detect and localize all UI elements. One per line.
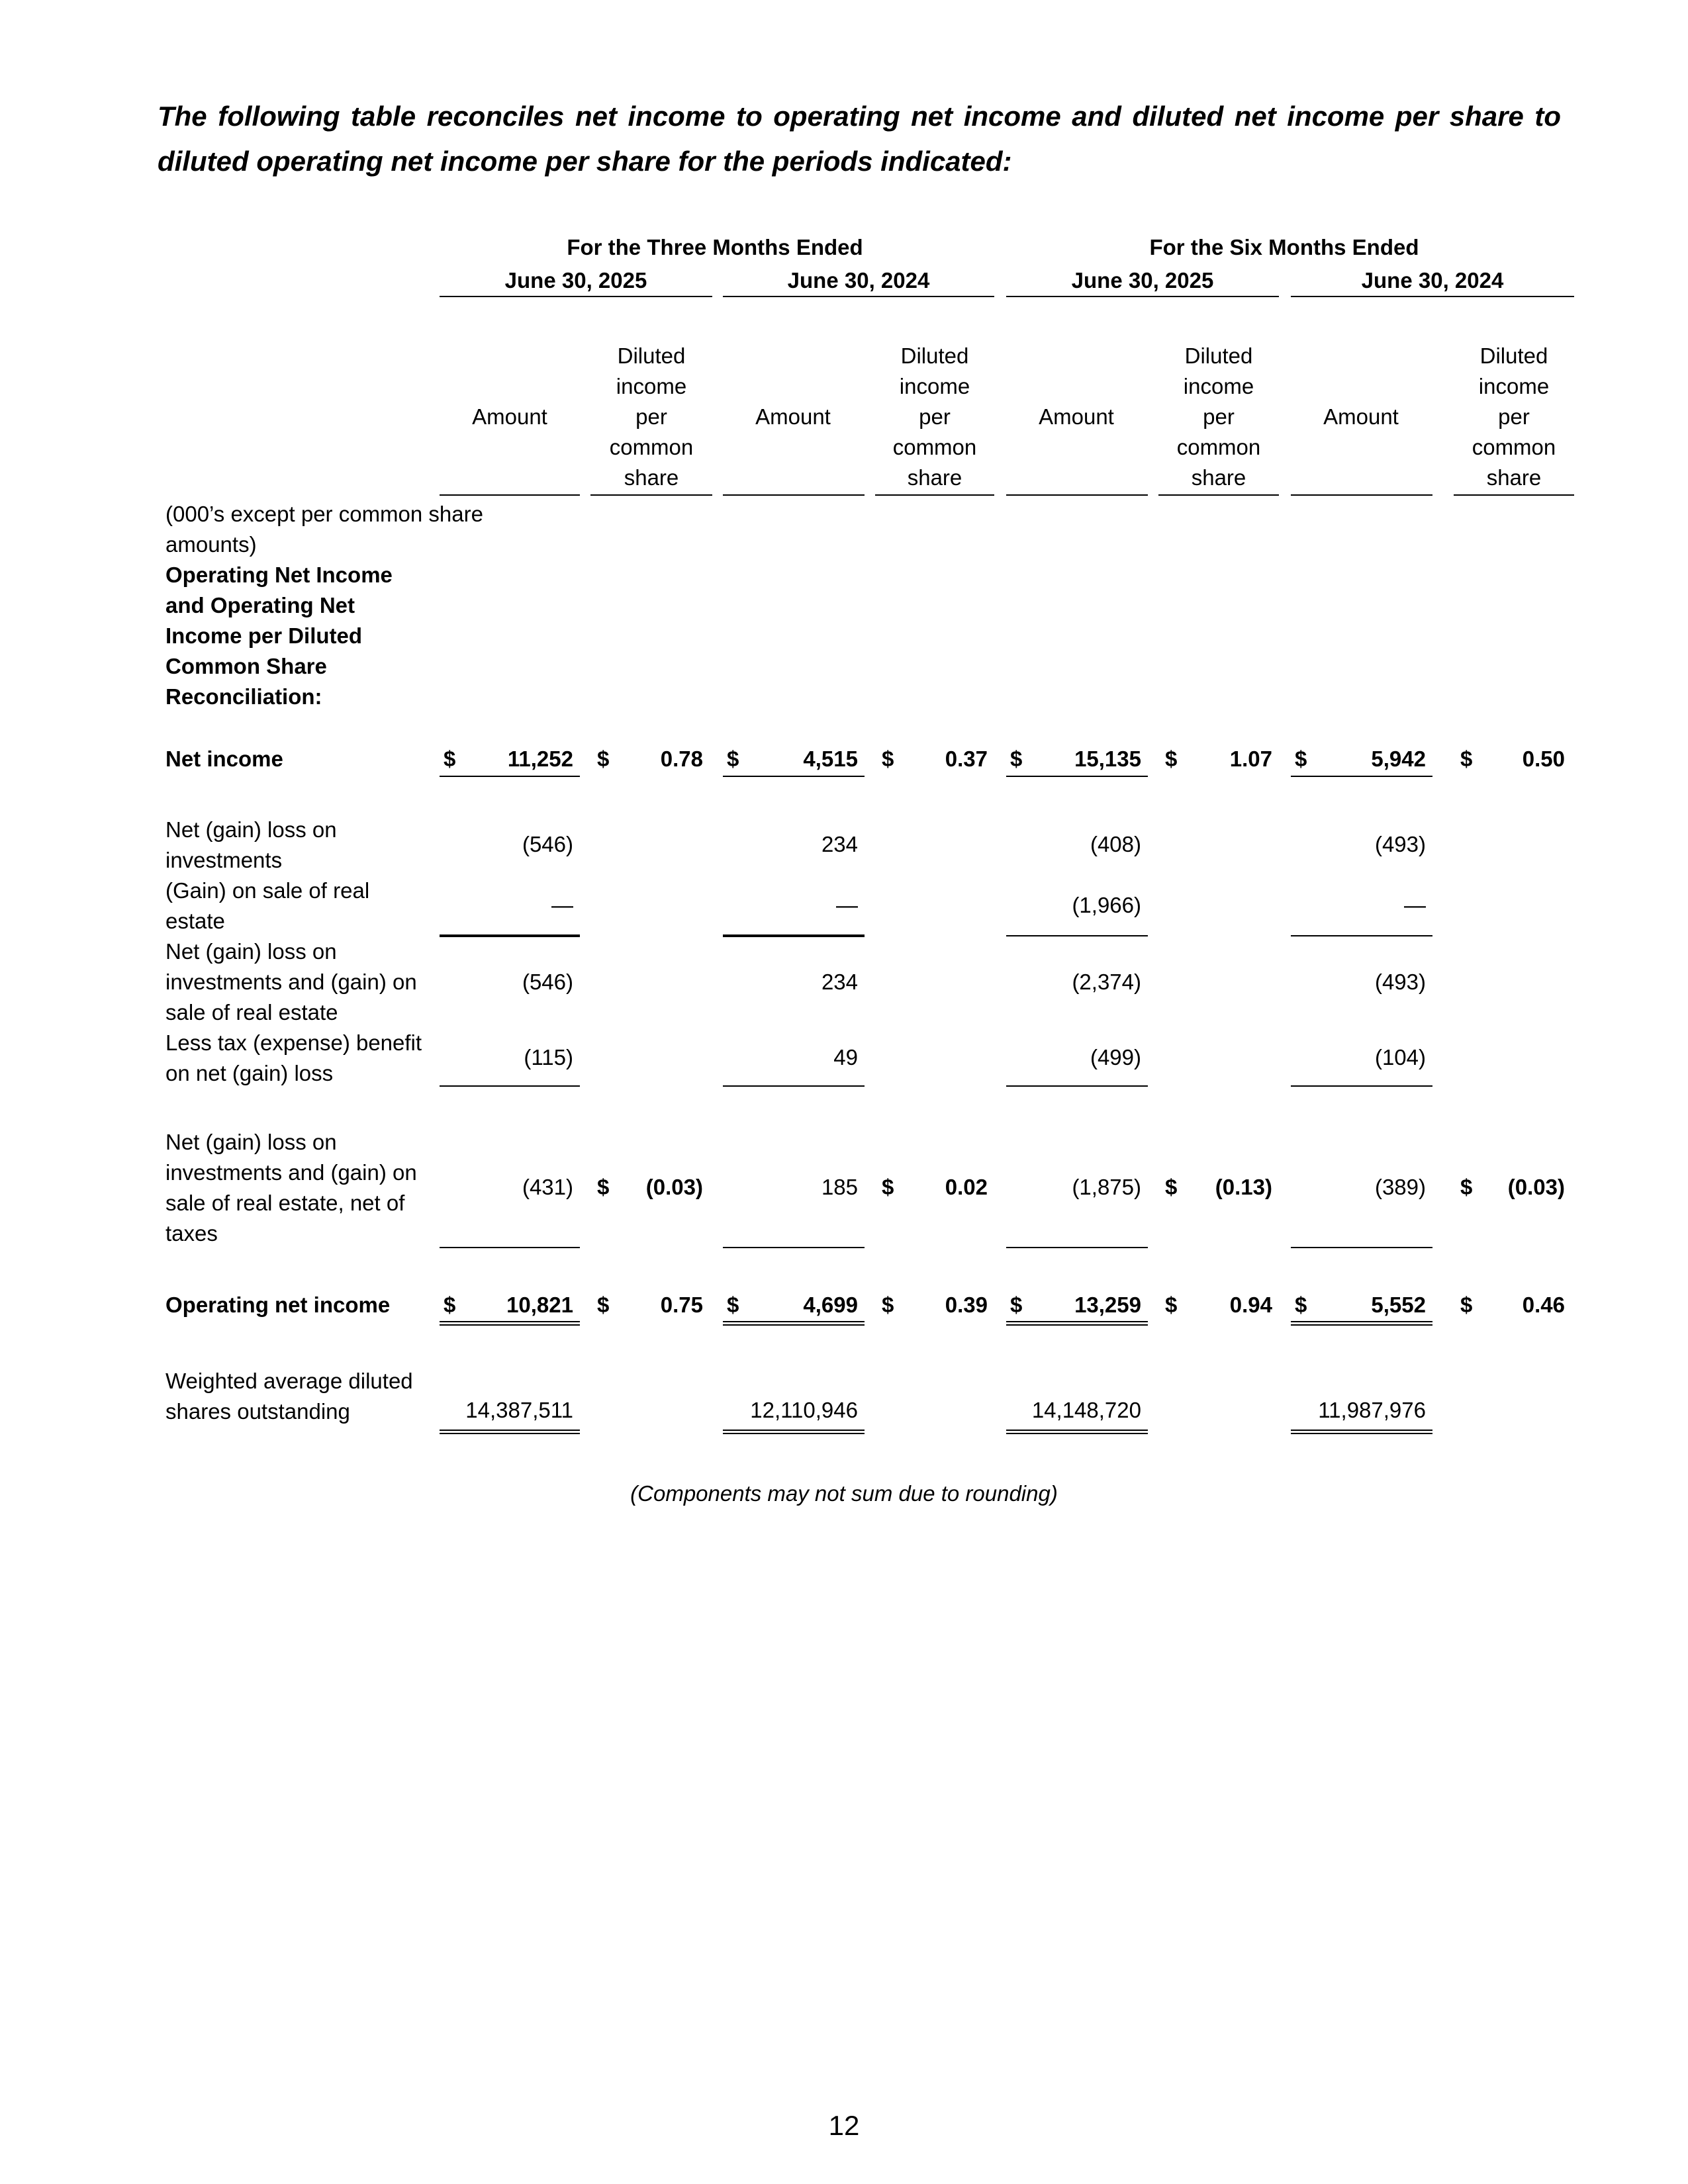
row-label-net-gain-investments: Net (gain) loss on investments — [165, 817, 337, 872]
operating-net-income-per-share: 0.39 — [945, 1293, 988, 1317]
header-underline — [590, 494, 712, 496]
dollar-sign: $ — [882, 1293, 894, 1317]
net-gain-investments-amount: (408) — [1090, 832, 1141, 856]
double-underline — [1291, 1430, 1432, 1434]
double-underline — [1006, 1321, 1148, 1326]
dollar-sign: $ — [1165, 747, 1178, 771]
cell-underline — [1006, 1247, 1148, 1248]
amount-header: Amount — [472, 404, 547, 429]
dollar-sign: $ — [1010, 1293, 1023, 1317]
per-share-header: Diluted income per common share — [892, 343, 977, 490]
double-underline — [1291, 1321, 1432, 1326]
cell-underline — [1006, 1085, 1148, 1087]
net-income-amount: 4,515 — [803, 747, 858, 771]
cell-underline — [723, 934, 865, 937]
dollar-sign: $ — [597, 1175, 610, 1199]
period-header: June 30, 2024 — [787, 268, 930, 293]
period-underline — [1291, 296, 1574, 297]
net-of-taxes-per-share: (0.03) — [1507, 1175, 1565, 1199]
double-underline — [440, 1430, 580, 1434]
cell-underline — [1291, 1247, 1432, 1248]
weighted-shares-value: 12,110,946 — [750, 1398, 858, 1422]
weighted-shares-value: 14,148,720 — [1031, 1398, 1141, 1422]
group-three-months: For the Three Months Ended — [567, 235, 863, 259]
net-income-amount: 15,135 — [1074, 747, 1141, 771]
gain-sale-real-estate-amount: — — [836, 893, 858, 917]
subtotal-amount: 234 — [821, 970, 858, 994]
double-underline — [723, 1321, 865, 1326]
net-of-taxes-per-share: (0.13) — [1215, 1175, 1272, 1199]
gain-sale-real-estate-amount: — — [551, 893, 573, 917]
header-underline — [1006, 494, 1148, 496]
weighted-shares-value: 14,387,511 — [465, 1398, 573, 1422]
tax-amount: (115) — [524, 1045, 573, 1069]
dollar-sign: $ — [1165, 1175, 1178, 1199]
period-header: June 30, 2024 — [1361, 268, 1504, 293]
per-share-header: Diluted income per common share — [1176, 343, 1261, 490]
dollar-sign: $ — [727, 1293, 739, 1317]
row-label-weighted-shares: Weighted average diluted shares outstanding — [165, 1369, 413, 1424]
period-header: June 30, 2025 — [504, 268, 647, 293]
footnote: (Components may not sum due to rounding) — [630, 1481, 1058, 1506]
amount-header: Amount — [1039, 404, 1114, 429]
cell-underline — [1006, 935, 1148, 936]
operating-net-income-per-share: 0.75 — [660, 1293, 703, 1317]
header-underline — [875, 494, 994, 496]
amount-header: Amount — [1323, 404, 1399, 429]
double-underline — [1006, 1430, 1148, 1434]
net-of-taxes-amount: 185 — [821, 1175, 858, 1199]
cell-underline — [723, 776, 865, 777]
subtotal-amount: (546) — [522, 970, 573, 994]
cell-underline — [440, 1085, 580, 1087]
subtotal-amount: (493) — [1374, 970, 1426, 994]
cell-underline — [440, 934, 580, 937]
dollar-sign: $ — [882, 747, 894, 771]
net-gain-investments-amount: 234 — [821, 832, 858, 856]
net-income-per-share: 0.37 — [945, 747, 988, 771]
net-of-taxes-amount: (389) — [1374, 1175, 1426, 1199]
tax-amount: 49 — [833, 1045, 858, 1069]
row-label-net-of-taxes: Net (gain) loss on investments and (gain) on sale of real estate, net of taxes — [165, 1130, 417, 1246]
dollar-sign: $ — [597, 1293, 610, 1317]
net-income-amount: 5,942 — [1371, 747, 1426, 771]
dollar-sign: $ — [1295, 747, 1307, 771]
net-income-per-share: 0.78 — [660, 747, 703, 771]
net-of-taxes-per-share: (0.03) — [645, 1175, 703, 1199]
period-underline — [723, 296, 994, 297]
cell-underline — [723, 1247, 865, 1248]
gain-sale-real-estate-amount: (1,966) — [1072, 893, 1141, 917]
net-of-taxes-per-share: 0.02 — [945, 1175, 988, 1199]
page-number: 12 — [828, 2110, 860, 2141]
net-of-taxes-amount: (1,875) — [1072, 1175, 1141, 1199]
net-gain-investments-amount: (546) — [522, 832, 573, 856]
net-of-taxes-amount: (431) — [522, 1175, 573, 1199]
gain-sale-real-estate-amount: — — [1404, 893, 1426, 917]
cell-underline — [723, 1085, 865, 1087]
header-underline — [723, 494, 865, 496]
operating-net-income-per-share: 0.46 — [1522, 1293, 1565, 1317]
header-underline — [1454, 494, 1574, 496]
operating-net-income-amount: 13,259 — [1074, 1293, 1141, 1317]
subtotal-amount: (2,374) — [1072, 970, 1141, 994]
dollar-sign: $ — [444, 747, 456, 771]
dollar-sign: $ — [1460, 1293, 1473, 1317]
dollar-sign: $ — [1295, 1293, 1307, 1317]
operating-net-income-amount: 10,821 — [506, 1293, 573, 1317]
per-share-header: Diluted income per common share — [1472, 343, 1556, 490]
dollar-sign: $ — [1460, 747, 1473, 771]
header-underline — [1291, 494, 1432, 496]
dollar-sign: $ — [1010, 747, 1023, 771]
amount-header: Amount — [755, 404, 831, 429]
period-header: June 30, 2025 — [1071, 268, 1214, 293]
intro-text: The following table reconciles net income to operating net income and diluted net income per share to diluted operating net income per share for the periods indicated: — [158, 101, 1561, 177]
row-label-operating-net-income: Operating net income — [165, 1293, 391, 1317]
double-underline — [723, 1430, 865, 1434]
dollar-sign: $ — [597, 747, 610, 771]
net-income-per-share: 1.07 — [1229, 747, 1272, 771]
weighted-shares-value: 11,987,976 — [1318, 1398, 1426, 1422]
cell-underline — [440, 776, 580, 777]
row-label-tax: Less tax (expense) benefit on net (gain) loss — [165, 1030, 422, 1085]
tax-amount: (104) — [1374, 1045, 1426, 1069]
header-underline — [1158, 494, 1279, 496]
row-label-net-income: Net income — [165, 747, 283, 771]
operating-net-income-amount: 5,552 — [1371, 1293, 1426, 1317]
cell-underline — [1006, 776, 1148, 777]
dollar-sign: $ — [727, 747, 739, 771]
row-label-subtotal: Net (gain) loss on investments and (gain) on sale of real estate — [165, 939, 417, 1024]
header-underline — [440, 494, 580, 496]
dollar-sign: $ — [1165, 1293, 1178, 1317]
cell-underline — [440, 1247, 580, 1248]
tax-amount: (499) — [1090, 1045, 1141, 1069]
cell-underline — [1291, 935, 1432, 936]
dollar-sign: $ — [444, 1293, 456, 1317]
group-six-months: For the Six Months Ended — [1149, 235, 1419, 259]
period-underline — [1006, 296, 1279, 297]
per-share-header: Diluted income per common share — [609, 343, 694, 490]
net-income-amount: 11,252 — [507, 747, 573, 771]
section-title: Operating Net Income and Operating Net Income per Diluted Common Share Reconciliation: — [165, 563, 393, 709]
net-income-per-share: 0.50 — [1522, 747, 1565, 771]
operating-net-income-amount: 4,699 — [803, 1293, 858, 1317]
period-underline — [440, 296, 712, 297]
net-gain-investments-amount: (493) — [1374, 832, 1426, 856]
row-label-gain-sale-real-estate: (Gain) on sale of real estate — [165, 878, 370, 933]
cell-underline — [1291, 776, 1432, 777]
dollar-sign: $ — [882, 1175, 894, 1199]
dollar-sign: $ — [1460, 1175, 1473, 1199]
units-note: (000’s except per common share amounts) — [165, 502, 483, 557]
cell-underline — [1291, 1085, 1432, 1087]
operating-net-income-per-share: 0.94 — [1229, 1293, 1272, 1317]
double-underline — [440, 1321, 580, 1326]
